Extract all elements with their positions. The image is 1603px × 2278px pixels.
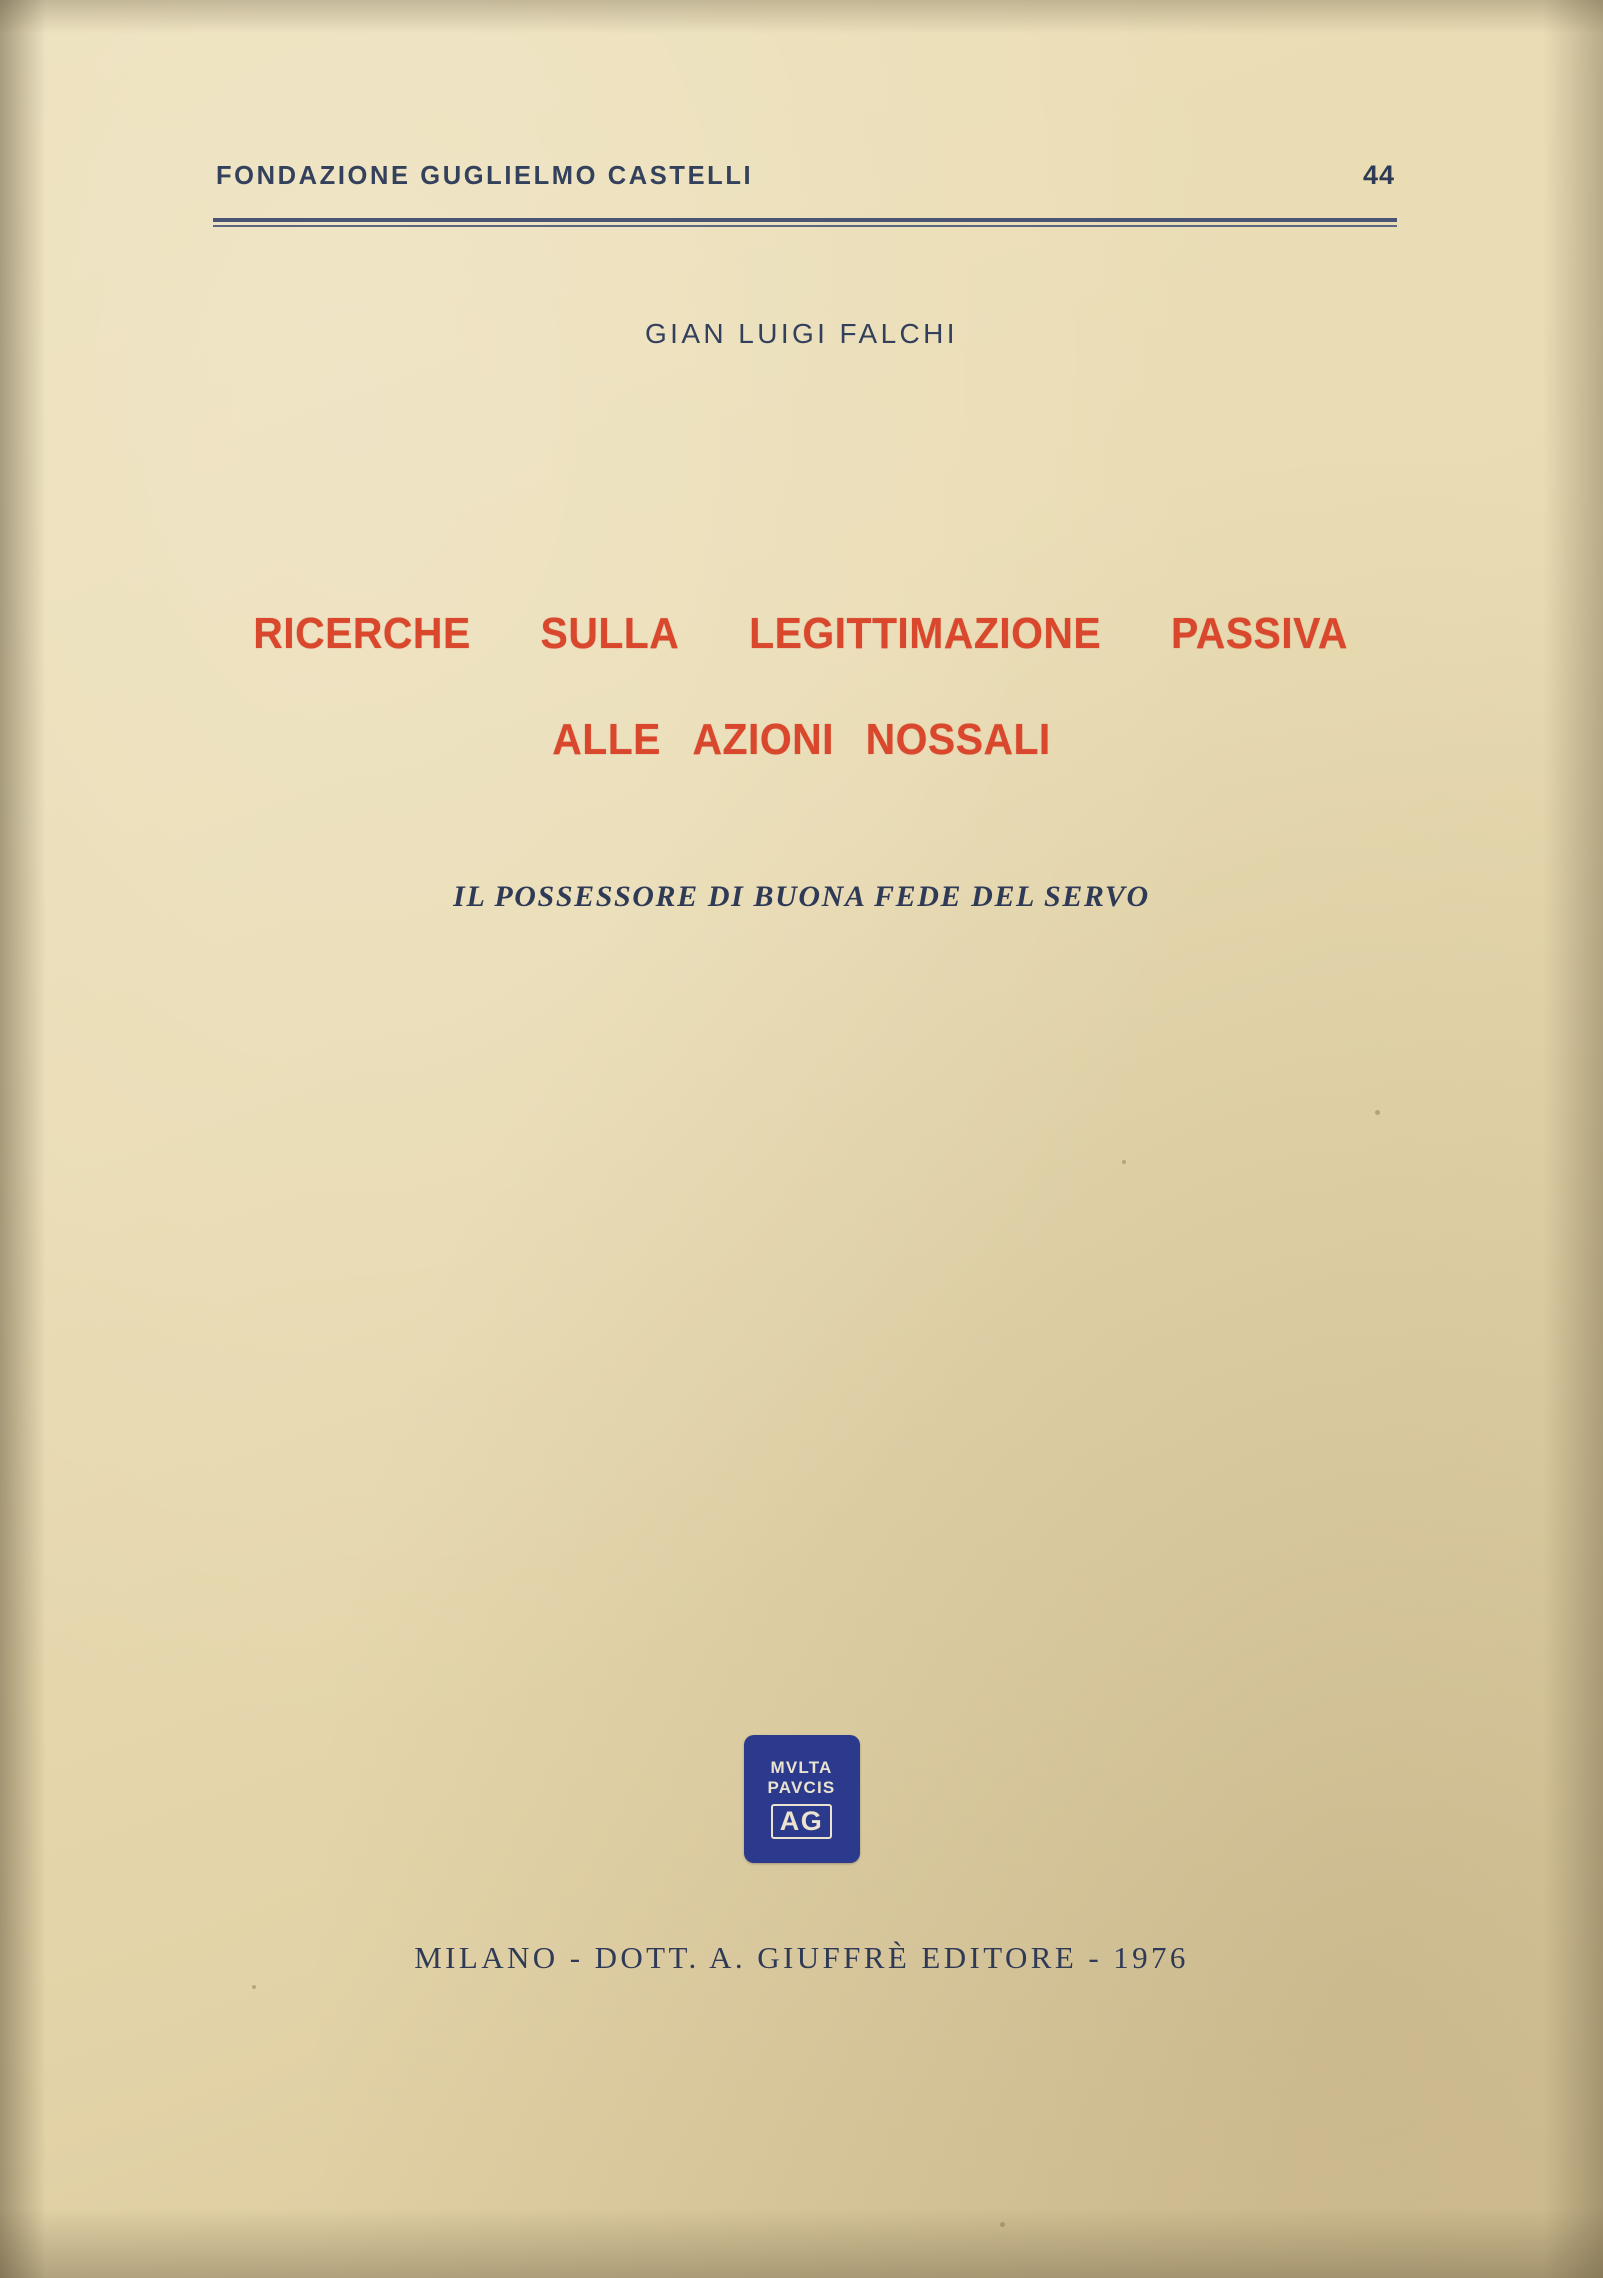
title-word: RICERCHE [253,609,471,658]
title-word: PASSIVA [1171,609,1348,658]
title-line-1 [242,609,1361,658]
giuffre-publisher-logo-icon [744,1735,860,1863]
logo-motto-line-2: PAVCIS [767,1777,836,1797]
title-word: LEGITTIMAZIONE [749,609,1102,658]
title-word: NOSSALI [865,715,1051,764]
book-subtitle: IL POSSESSORE DI BUONA FEDE DEL SERVO [453,880,1150,913]
book-title [200,609,1403,764]
header-divider [213,218,1397,227]
series-number: 44 [1362,160,1395,190]
title-word: AZIONI [692,715,835,764]
series-name: FONDAZIONE GUGLIELMO CASTELLI [216,162,754,190]
title-word: SULLA [540,609,680,658]
divider-line-thick [213,218,1397,222]
page-edge-shadow-right [1543,0,1603,2278]
publisher-imprint: MILANO - DOTT. A. GIUFFRÈ EDITORE - 1976 [414,1940,1189,1975]
divider-line-thin [213,225,1397,227]
cover-content-column [200,0,1403,2278]
page-edge-shadow-left [0,0,46,2278]
publisher-logo-wrapper [200,1735,1403,1863]
author-name: GIAN LUIGI FALCHI [645,318,958,349]
logo-motto-line-1: MVLTA [770,1757,833,1777]
series-header [216,160,1395,191]
title-line-2 [242,715,1361,764]
logo-monogram: AG [771,1804,833,1839]
title-word: ALLE [552,715,661,764]
